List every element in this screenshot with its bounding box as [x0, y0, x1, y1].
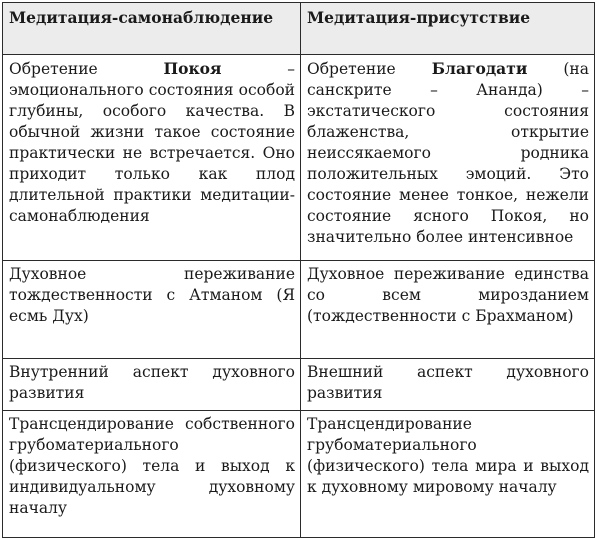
table-row — [3, 411, 595, 538]
cell-right: Духовное переживание единства со всем мирозданием (тождественности с Брахманом) — [301, 261, 595, 359]
cell-text: Обретение — [9, 60, 164, 78]
header-self-observation: Медитация-самонаблюдение — [3, 3, 301, 55]
cell-bold-term: Благодати — [431, 59, 528, 78]
cell-left: Трансцендирование собственного грубоматериального (физического) тела и выход к индивидуальному духовному началу — [3, 411, 301, 538]
header-presence: Медитация-присутствие — [301, 3, 595, 55]
cell-left — [3, 55, 301, 261]
table-row — [3, 359, 595, 411]
cell-left: Внутренний аспект духовного развития — [3, 359, 301, 411]
cell-text: (на санскрите – Ананда) – экстатического состояния блаженства, открытие неиссякаемого родника положительных эмоций. Это состояние менее тонкое, нежели состояние ясного Покоя, но значительно более интенсивное — [307, 60, 589, 246]
cell-bold-term: Покоя — [163, 59, 222, 78]
cell-right: Внешний аспект духовного развития — [301, 359, 595, 411]
table-body — [3, 55, 595, 538]
table-row — [3, 261, 595, 359]
cell-right — [301, 55, 595, 261]
header-row — [3, 3, 595, 55]
cell-text: Обретение — [307, 60, 432, 78]
comparison-table — [2, 2, 595, 538]
table-header — [3, 3, 595, 55]
cell-left: Духовное переживание тождественности с Атманом (Я есмь Дух) — [3, 261, 301, 359]
table-row — [3, 55, 595, 261]
cell-text: – эмоционального состояния особой глубины, особого качества. В обычной жизни такое состояние практически не встречается. Оно приходит только как плод длительной практики медитации-самонаблюдения — [9, 60, 295, 225]
cell-right: Трансцендирование грубоматериального (физического) тела мира и выход к духовному мировому началу — [301, 411, 595, 538]
